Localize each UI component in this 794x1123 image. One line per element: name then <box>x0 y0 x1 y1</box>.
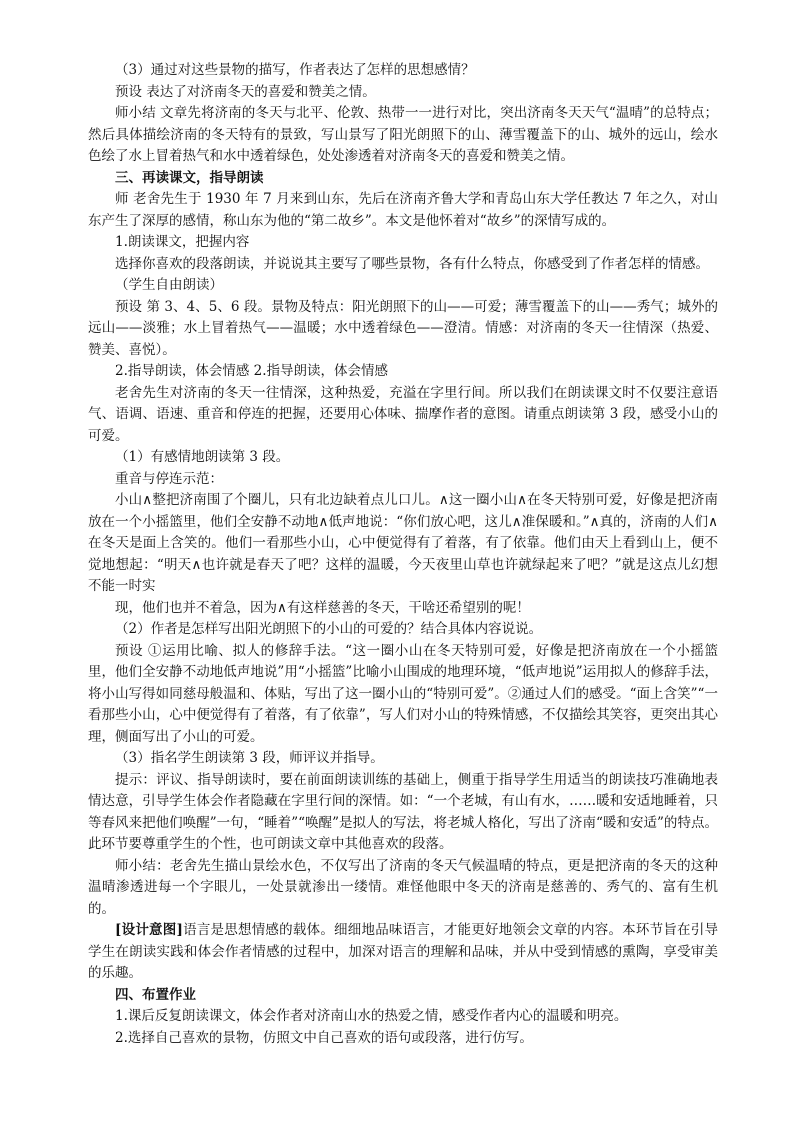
step-1-instruction: 选择你喜欢的段落朗读，并说说其主要写了哪些景物，各有什么特点，你感受到了作者怎样的情感。 <box>115 255 709 272</box>
q3-question: （3）通过对这些景物的描写，作者表达了怎样的思想感情？ <box>115 62 475 78</box>
design-intent-text: 语言是思想情感的载体。细细地品味语言，才能更好地领会文章的内容。本环节旨在引导学生在朗读实践和体会作者情感的过程中，加深对语言的理解和品味，并从中受到情感的熏陶，享受审美的乐趣。 <box>88 922 719 981</box>
tip-paragraph: 提示：评议、指导朗读时，要在前面朗读训练的基础上，侧重于指导学生用适当的朗读技巧准确地表情达意，引导学生体会作者隐藏在字里行间的深情。如：“一个老城，有山有水，……暖和安适地睡着，只等春风来把他们唤醒”一句，“睡着”“唤醒”是拟人的写法，将老城人格化，写出了济南“暖和安适”的特点。此环节要尊重学生的个性，也可朗读文章中其他喜欢的段落。 <box>88 771 718 852</box>
sub-1-heading: （1）有感情地朗读第 3 段。 <box>115 449 290 465</box>
homework-1: 1.课后反复朗读课文，体会作者对济南山水的热爱之情，感受作者内心的温暖和明亮。 <box>115 1008 628 1024</box>
sub-3-heading: （3）指名学生朗读第 3 段，师评议并指导。 <box>115 750 384 766</box>
teacher-summary-2: 师小结：老舍先生描山景绘水色，不仅写出了济南的冬天气候温晴的特点，更是把济南的冬天的这种温晴渗透进每一个字眼儿，一处景就渗出一缕情。难怪他眼中冬天的济南是慈善的、秀气的、富有生机的。 <box>88 857 718 917</box>
preset-paragraphs: 预设 第 3、4、5、6 段。景物及特点：阳光朗照下的山——可爱；薄雪覆盖下的山——秀气；城外的远山——淡雅；水上冒着热气——温暖；水中透着绿色——澄清。情感：对济南的冬天一往情深（热爱、赞美、喜悦）。 <box>88 298 718 358</box>
q3-preset: 预设 表达了对济南冬天的喜爱和赞美之情。 <box>115 83 376 100</box>
free-reading-note: （学生自由朗读） <box>115 277 223 293</box>
step-2-heading: 2.指导朗读，体会情感 2.指导朗读，体会情感 <box>115 363 389 379</box>
section-4-heading: 四、布置作业 <box>115 986 196 1003</box>
step-2-text: 老舍先生对济南的冬天一往情深，这种热爱，充溢在字里行间。所以我们在朗读课文时不仅要注意语气、语调、语速、重音和停连的把握，还要用心体味、揣摩作者的意图。请重点朗读第 3 段，感受小山的可爱。 <box>88 384 718 444</box>
sub-2-question: （2）作者是怎样写出阳光朗照下的小山的可爱的？结合具体内容说说。 <box>115 621 543 637</box>
sub-2-preset: 预设 ①运用比喻、拟人的修辞手法。“这一圈小山在冬天特别可爱，好像是把济南放在一个小摇篮里，他们全安静不动地低声地说”用“小摇篮”比喻小山围成的地理环境，“低声地说”运用拟人的修辞手法，将小山写得如同慈母般温和、体贴，写出了这一圈小山的“特别可爱”。②通过人们的感受。“面上含笑”“一看那些小山，心中便觉得有了着落，有了依靠”，写人们对小山的特殊情感，不仅描绘其笑容，更突出其心理，侧面写出了小山的可爱。 <box>88 642 718 745</box>
stress-demo-continued: 现，他们也并不着急，因为∧有这样慈善的冬天，干啥还希望别的呢！ <box>115 599 530 616</box>
step-1-heading: 1.朗读课文，把握内容 <box>115 234 250 250</box>
stress-demo-text: 小山∧整把济南围了个圈儿，只有北边缺着点儿口儿。∧这一圈小山∧在冬天特别可爱，好像是把济南放在一个小摇篮里，他们全安静不动地∧低声地说：“你们放心吧，这儿∧准保暖和。”∧真的，济南的人们∧在冬天是面上含笑的。他们一看那些小山，心中便觉得有了着落，有了依靠。他们由天上看到山上，便不觉地想起：“明天∧也许就是春天了吧？这样的温暖，今天夜里山草也许就绿起来了吧？”就是这点儿幻想不能一时实 <box>88 492 718 594</box>
homework-2: 2.选择自己喜欢的景物，仿照文中自己喜欢的语句或段落，进行仿写。 <box>115 1029 533 1046</box>
lesson-plan-page <box>88 60 718 1049</box>
teacher-intro: 师 老舍先生于 1930 年 7 月来到山东，先后在济南齐鲁大学和青岛山东大学任教达 7 年之久，对山东产生了深厚的感情，称山东为他的“第二故乡”。本文是他怀着对“故乡”的深情写成的。 <box>88 191 718 229</box>
design-intent <box>88 920 718 985</box>
teacher-summary-1: 师小结 文章先将济南的冬天与北平、伦敦、热带一一进行对比，突出济南冬天天气“温晴”的总特点；然后具体描绘济南的冬天特有的景致，写山景写了阳光朗照下的山、薄雪覆盖下的山、城外的远山，绘水色绘了水上冒着热气和水中透着绿色，处处渗透着对济南冬天的喜爱和赞美之情。 <box>88 105 718 164</box>
design-intent-label: [设计意图] <box>115 922 183 938</box>
stress-demo-label: 重音与停连示范： <box>115 470 223 487</box>
section-3-heading: 三、再读课文，指导朗读 <box>115 169 264 186</box>
